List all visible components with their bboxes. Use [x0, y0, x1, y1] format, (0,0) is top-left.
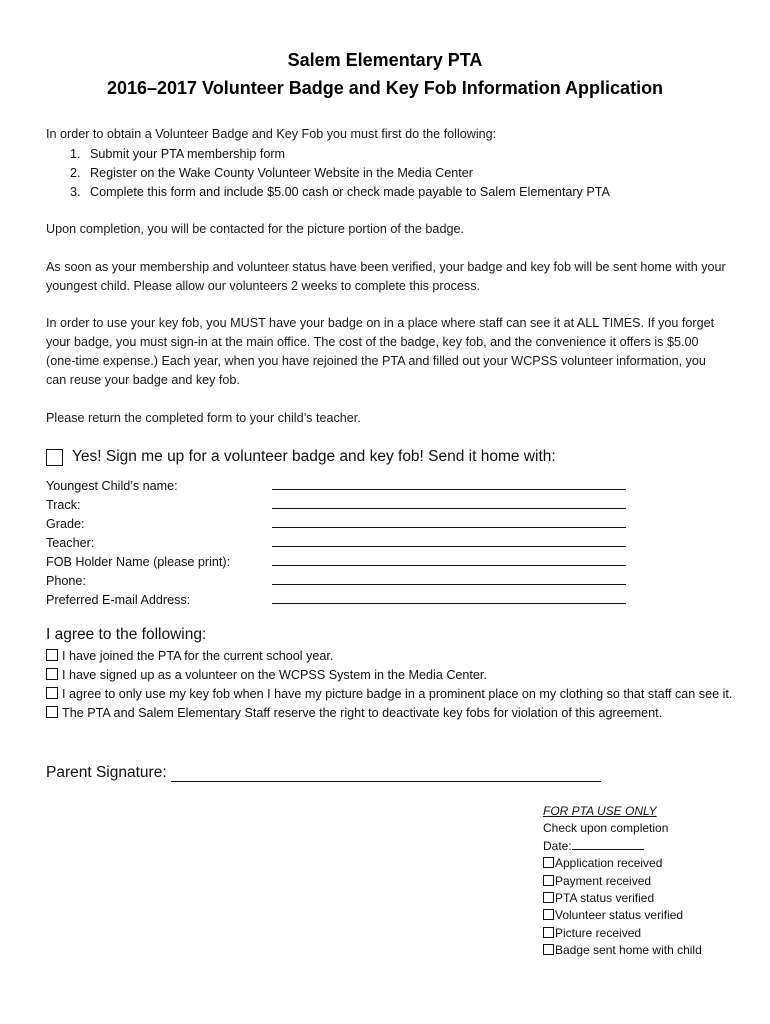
- field-phone: [46, 569, 646, 588]
- agreement-checkbox[interactable]: [46, 687, 58, 699]
- agreement-title: I agree to the following:: [46, 626, 207, 643]
- office-check-label: Volunteer status verified: [555, 908, 684, 923]
- step-item: [70, 145, 610, 164]
- step-item: [70, 164, 610, 183]
- agreement-item: [46, 704, 736, 723]
- steps-list: [70, 145, 610, 202]
- field-grade: [46, 512, 646, 531]
- usage-paragraph: In order to use your key fob, you MUST have your badge on in a place where staff can see it at ALL TIMES. If you forget your badge, you must sign-in at the main office. The cost of the badge, key fob, and the convenience it offers is $5.00 (one-time expense.) Each year, when you have rejoined the PTA and filled out your WCPSS volunteer information, you can reuse your badge and key fob.: [46, 316, 715, 387]
- agreement-checkbox[interactable]: [46, 649, 58, 661]
- office-check-label: PTA status verified: [555, 891, 655, 906]
- office-check-item: [543, 890, 702, 907]
- agreement-text: I have joined the PTA for the current school year.: [62, 649, 334, 663]
- field-email: [46, 588, 646, 607]
- agreement-list: [46, 647, 736, 723]
- form-title: Salem Elementary PTA: [287, 50, 483, 70]
- office-check-label: Payment received: [555, 873, 652, 888]
- office-use-heading: FOR PTA USE ONLY: [543, 804, 657, 818]
- signup-checkbox[interactable]: [46, 449, 63, 466]
- signup-row: [46, 448, 556, 466]
- step-item: [70, 183, 610, 202]
- step-number: 2.: [70, 166, 81, 180]
- office-check-label: Badge sent home with child: [555, 943, 702, 958]
- signup-label: Yes! Sign me up for a volunteer badge and key fob! Send it home with:: [72, 448, 556, 465]
- field-label: Phone:: [46, 574, 86, 588]
- office-check-label: Picture received: [555, 925, 642, 940]
- field-label: Preferred E-mail Address:: [46, 593, 191, 607]
- step-text: Complete this form and include $5.00 cash or check made payable to Salem Elementary PTA: [90, 185, 610, 199]
- office-date-label: Date:: [543, 838, 572, 853]
- office-check-item: [543, 907, 702, 924]
- step-text: Register on the Wake County Volunteer Website in the Media Center: [90, 166, 473, 180]
- field-child-name: [46, 474, 646, 493]
- office-checkbox[interactable]: [543, 909, 554, 920]
- office-checkbox[interactable]: [543, 944, 554, 955]
- child-name-input[interactable]: [272, 477, 626, 490]
- office-check-item: [543, 855, 702, 872]
- agreement-text: The PTA and Salem Elementary Staff reserve the right to deactivate key fobs for violation of this agreement.: [62, 706, 663, 720]
- email-input[interactable]: [272, 591, 626, 604]
- agreement-checkbox[interactable]: [46, 706, 58, 718]
- step-number: 3.: [70, 185, 81, 199]
- office-check-item: [543, 925, 702, 942]
- office-checkbox[interactable]: [543, 875, 554, 886]
- field-teacher: [46, 531, 646, 550]
- completion-paragraph: Upon completion, you will be contacted for the picture portion of the badge.: [46, 222, 464, 236]
- agreement-text: I agree to only use my key fob when I have my picture badge in a prominent place on my clothing so that staff can see it.: [62, 687, 733, 701]
- agreement-checkbox[interactable]: [46, 668, 58, 680]
- form-subtitle: 2016–2017 Volunteer Badge and Key Fob Information Application: [106, 78, 664, 98]
- signature-input[interactable]: [171, 763, 601, 782]
- phone-input[interactable]: [272, 572, 626, 585]
- office-date-input[interactable]: [572, 839, 644, 850]
- office-use-section: [543, 803, 702, 960]
- office-checkbox[interactable]: [543, 857, 554, 868]
- office-check-label: Application received: [555, 856, 663, 871]
- signature-row: [46, 763, 601, 782]
- step-number: 1.: [70, 147, 81, 161]
- step-text: Submit your PTA membership form: [90, 147, 286, 161]
- agreement-item: [46, 666, 736, 685]
- fob-holder-input[interactable]: [272, 553, 626, 566]
- signup-fields: [46, 474, 646, 607]
- track-input[interactable]: [272, 496, 626, 509]
- office-date-row: [543, 838, 702, 855]
- signature-label: Parent Signature:: [46, 764, 167, 781]
- office-check-item: [543, 873, 702, 890]
- teacher-input[interactable]: [272, 534, 626, 547]
- field-fob-holder: [46, 550, 646, 569]
- office-checkbox[interactable]: [543, 892, 554, 903]
- agreement-text: I have signed up as a volunteer on the WCPSS System in the Media Center.: [62, 668, 487, 682]
- field-label: FOB Holder Name (please print):: [46, 555, 231, 569]
- field-label: Teacher:: [46, 536, 95, 550]
- verification-paragraph: As soon as your membership and volunteer status have been verified, your badge and key fob will be sent home with your youngest child. Please allow our volunteers 2 weeks to complete this process.: [46, 260, 726, 293]
- return-paragraph: Please return the completed form to your child’s teacher.: [46, 411, 361, 425]
- field-label: Youngest Child’s name:: [46, 479, 178, 493]
- field-label: Track:: [46, 498, 81, 512]
- field-track: [46, 493, 646, 512]
- grade-input[interactable]: [272, 515, 626, 528]
- agreement-item: [46, 647, 736, 666]
- office-checkbox[interactable]: [543, 927, 554, 938]
- agreement-item: [46, 685, 736, 704]
- office-use-instruction: Check upon completion: [543, 821, 669, 836]
- intro-lead: In order to obtain a Volunteer Badge and Key Fob you must first do the following:: [46, 127, 497, 141]
- field-label: Grade:: [46, 517, 85, 531]
- office-check-item: [543, 942, 702, 959]
